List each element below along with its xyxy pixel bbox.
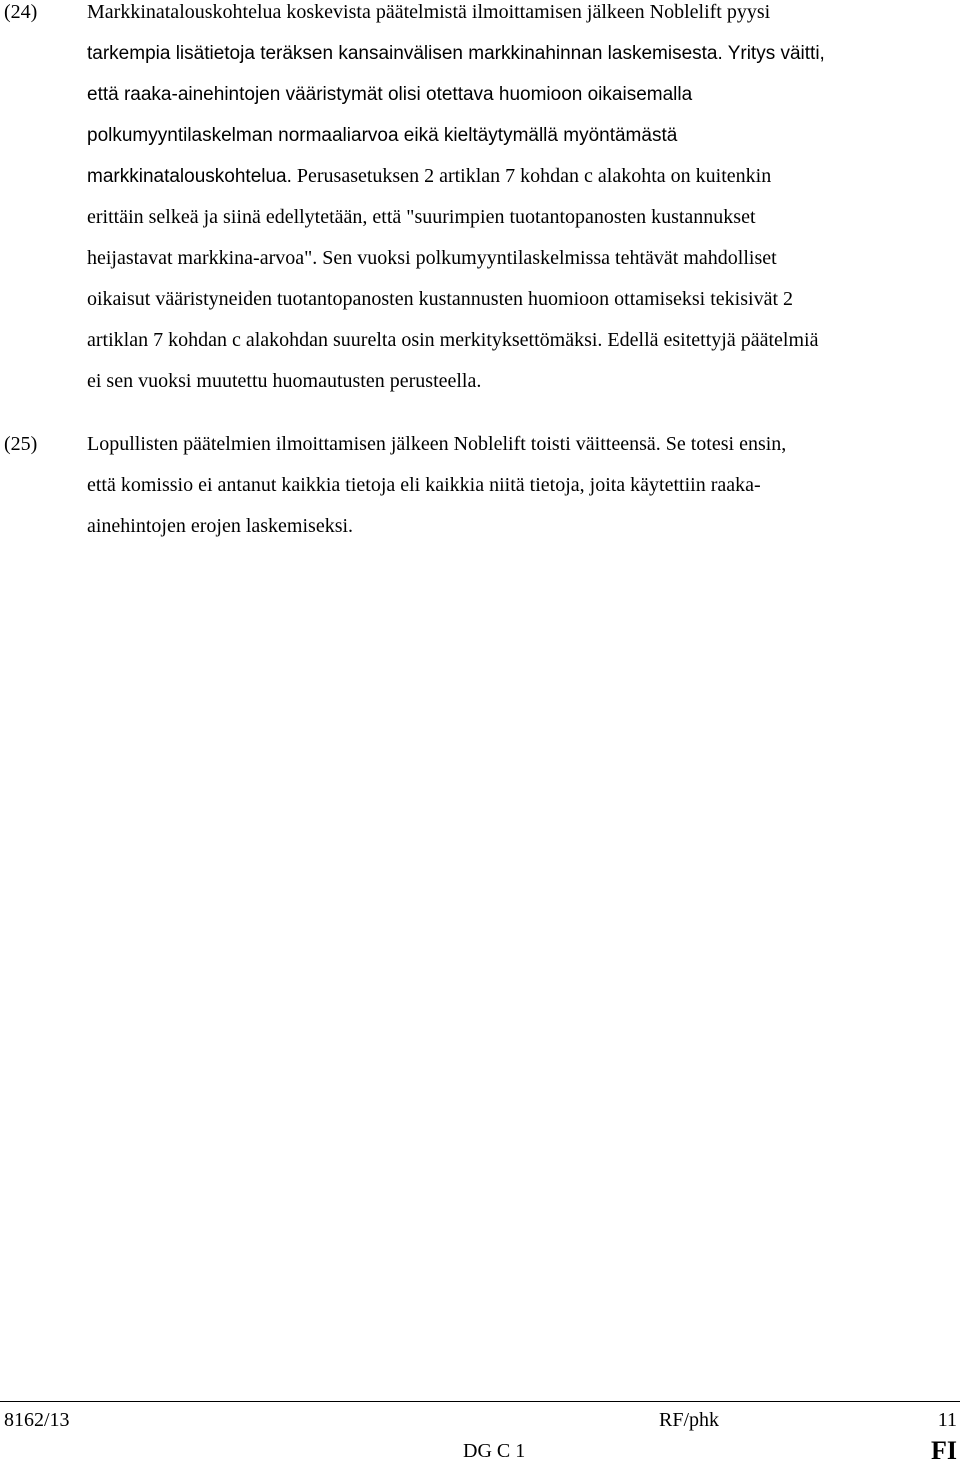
text-line: Lopullisten päätelmien ilmoittamisen jälkeen Noblelift toisti väitteensä. Se totesi ensin,: [87, 433, 787, 455]
page-number: 11: [937, 1409, 957, 1431]
paragraph-body: [87, 0, 960, 402]
text-line: että raaka-ainehintojen vääristymät olisi otettava huomioon oikaisemalla: [87, 84, 693, 105]
document-reference: 8162/13: [4, 1409, 70, 1431]
text-line: polkumyyntilaskelman normaaliarvoa eikä kieltäytymällä myöntämästä: [87, 125, 678, 146]
text-line: tarkempia lisätietoja teräksen kansainvälisen markkinahinnan laskemisesta. Yritys väitti,: [87, 43, 825, 64]
text-line: [87, 156, 960, 197]
text-line: ei sen vuoksi muutettu huomautusten perusteella.: [87, 370, 482, 392]
text-line: artiklan 7 kohdan c alakohdan suurelta osin merkityksettömäksi. Edellä esitettyjä päätelmiä: [87, 329, 819, 351]
paragraph-number: (24): [4, 1, 38, 23]
author-reference: RF/phk: [659, 1409, 720, 1431]
language-code: FI: [931, 1436, 957, 1465]
text-line: heijastavat markkina-arvoa". Sen vuoksi polkumyyntilaskelmissa tehtävät mahdolliset: [87, 247, 777, 269]
text-segment: Perusasetuksen 2 artiklan 7 kohdan c alakohta on kuitenkin: [296, 165, 772, 187]
paragraph-number: (25): [4, 433, 38, 455]
paragraph-body: [87, 424, 960, 547]
text-line: että komissio ei antanut kaikkia tietoja eli kaikkia niitä tietoja, joita käytettiin raaka-: [87, 474, 761, 496]
text-line: Markkinatalouskohtelua koskevista päätelmistä ilmoittamisen jälkeen Noblelift pyysi: [87, 1, 771, 23]
footer-divider: [0, 1401, 960, 1402]
text-line: oikaisut vääristyneiden tuotantopanosten kustannusten huomioon ottamiseksi tekisivät 2: [87, 288, 794, 310]
department-code: DG C 1: [463, 1440, 526, 1462]
text-line: erittäin selkeä ja siinä edellytetään, että "suurimpien tuotantopanosten kustannukset: [87, 206, 756, 228]
text-line: ainehintojen erojen laskemiseksi.: [87, 515, 354, 537]
text-segment: markkinatalouskohtelua.: [87, 166, 292, 187]
